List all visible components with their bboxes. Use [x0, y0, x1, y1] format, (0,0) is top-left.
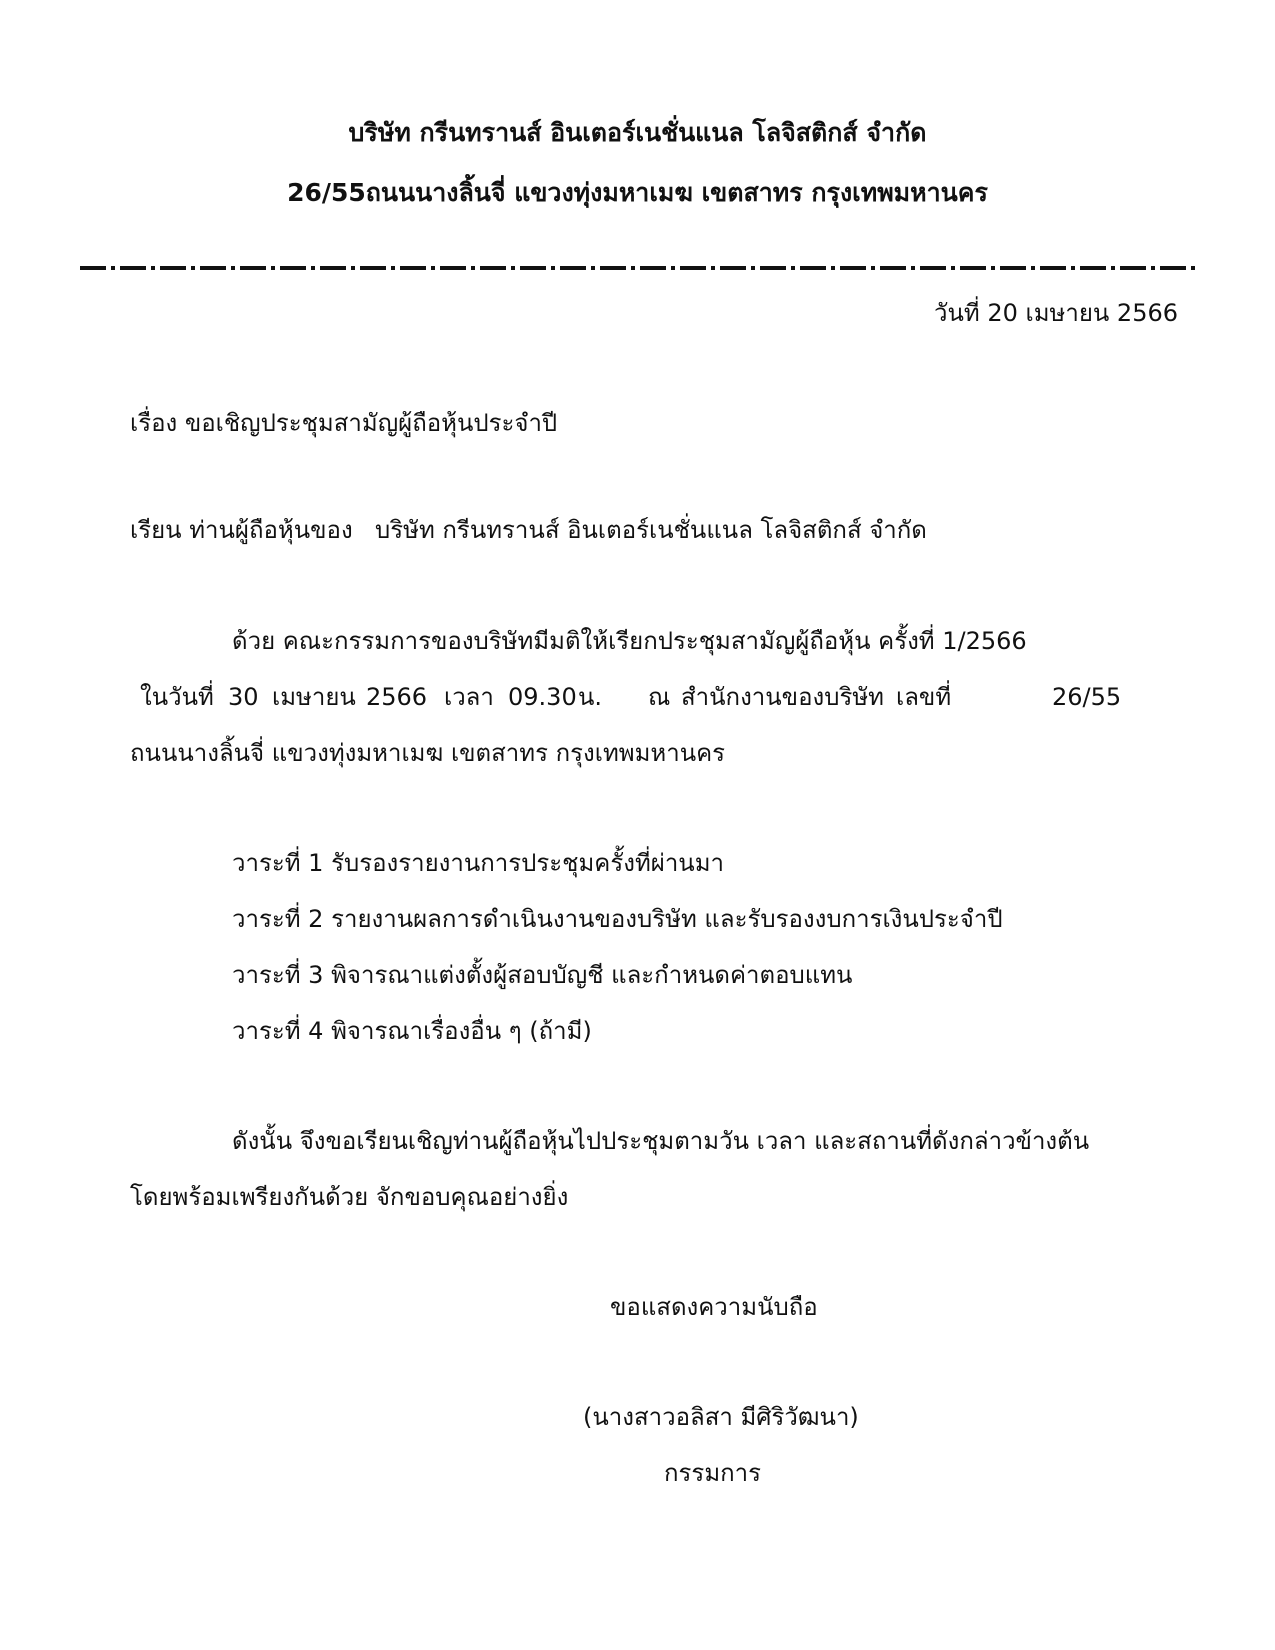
agenda-item-3: วาระที่ 3 พิจารณาแต่งตั้งผู้สอบบัญชี และกำหนดค่าตอบแทน [232, 961, 853, 989]
body-word: เมษายน [272, 683, 356, 711]
agenda-item-2: วาระที่ 2 รายงานผลการดำเนินงานของบริษัท และรับรองงบการเงินประจำปี [232, 905, 1003, 933]
recipient-label: เรียน ท่านผู้ถือหุ้นของ [130, 516, 353, 544]
body-word: เลขที่ [896, 683, 952, 711]
body-word: 09.30 [508, 683, 577, 711]
body-word: น. [578, 683, 603, 711]
body-word: ในวันที่ [140, 683, 214, 711]
body-word: ณ [648, 683, 671, 711]
body-word: เวลา [444, 683, 494, 711]
body-word: 30 [228, 683, 259, 711]
letter-subject: เรื่อง ขอเชิญประชุมสามัญผู้ถือหุ้นประจำปี [130, 409, 558, 437]
closing-line-1: ดังนั้น จึงขอเรียนเชิญท่านผู้ถือหุ้นไปประชุมตามวัน เวลา และสถานที่ดังกล่าวข้างต้น [232, 1127, 1090, 1155]
company-name-heading: บริษัท กรีนทรานส์ อินเตอร์เนชั่นแนล โลจิสติกส์ จำกัด [348, 118, 927, 147]
signature-regards: ขอแสดงความนับถือ [610, 1293, 818, 1321]
letter-date: วันที่ 20 เมษายน 2566 [934, 299, 1178, 327]
closing-line-2: โดยพร้อมเพรียงกันด้วย จักขอบคุณอย่างยิ่ง [130, 1183, 569, 1211]
signature-title: กรรมการ [664, 1459, 762, 1487]
agenda-item-1: วาระที่ 1 รับรองรายงานการประชุมครั้งที่ผ่านมา [232, 849, 725, 877]
body-word: สำนักงานของบริษัท [681, 683, 884, 711]
body-word: 2566 [366, 683, 428, 711]
recipient-company: บริษัท กรีนทรานส์ อินเตอร์เนชั่นแนล โลจิสติกส์ จำกัด [375, 516, 927, 544]
body-line-3: ถนนนางลิ้นจี่ แขวงทุ่งมหาเมฆ เขตสาทร กรุงเทพมหานคร [130, 739, 726, 767]
header-divider [80, 264, 1198, 272]
company-address-heading: 26/55ถนนนางลิ้นจี่ แขวงทุ่งมหาเมฆ เขตสาทร กรุงเทพมหานคร [287, 178, 988, 207]
signature-name: (นางสาวอลิสา มีศิริวัฒนา) [583, 1403, 859, 1431]
body-line-1: ด้วย คณะกรรมการของบริษัทมีมติให้เรียกประชุมสามัญผู้ถือหุ้น ครั้งที่ 1/2566 [232, 627, 1027, 655]
body-word: 26/55 [1052, 683, 1122, 711]
agenda-item-4: วาระที่ 4 พิจารณาเรื่องอื่น ๆ (ถ้ามี) [232, 1017, 592, 1045]
